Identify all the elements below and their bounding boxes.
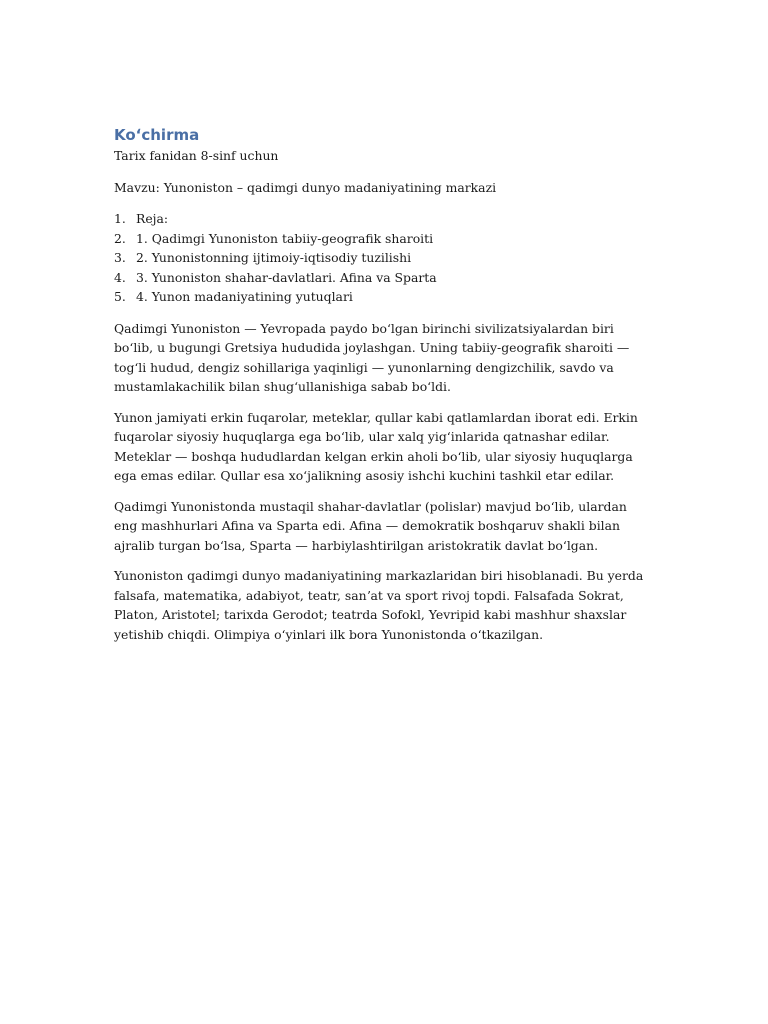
list-item: [114, 248, 654, 268]
list-item: [114, 209, 654, 229]
document-title: Koʻchirma: [114, 126, 200, 144]
list-item-number: 3.: [114, 250, 126, 265]
list-item-number: 2.: [114, 230, 126, 246]
paragraph-culture: Yunoniston qadimgi dunyo madaniyatining markazlaridan biri hisoblanadi. Bu yerda falsafa, matematika, adabiyot, teatr, sanʼat va sport rivoj topdi. Falsafada Sokrat, Platon, Aristotel; tarixda Gerodot; teatrda Sofokl, Yevripid kabi mashhur shaxslar yetishib chiqdi. Olimpiya oʻyinlari ilk bora Yunonistonda oʻtkazilgan.: [114, 568, 644, 642]
list-item-text: 4. Yunon madaniyatining yutuqlari: [136, 289, 353, 304]
document-subtitle: Tarix fanidan 8-sinf uchun: [114, 148, 279, 163]
list-item: [114, 287, 654, 307]
paragraph-society: Yunon jamiyati erkin fuqarolar, meteklar, qullar kabi qatlamlardan iborat edi. Erkin fuqarolar siyosiy huquqlarga ega boʻlib, ular xalq yigʻinlarida qatnashar edilar. Meteklar — boshqa hududlardan kelgan erkin aholi boʻlib, ular siyosiy huquqlarga ega emas edilar. Qullar esa xoʻjalikning asosiy ishchi kuchini tashkil etar edilar.: [114, 409, 638, 483]
paragraph-geography: Qadimgi Yunoniston — Yevropada paydo boʻlgan birinchi sivilizatsiyalardan biri boʻlib, u bugungi Gretsiya hududida joylashgan. Uning tabiiy-geografik sharoiti — togʻli hudud, dengiz sohillariga yaqinligi — yunonlarning dengizchilik, savdo va mustamlakachilik bilan shugʻullanishiga sabab boʻldi.: [114, 320, 630, 394]
list-item: [114, 229, 654, 249]
list-item: [114, 268, 654, 288]
plan-list: [114, 209, 654, 307]
list-item-number: 4.: [114, 269, 126, 285]
list-item-text: Reja:: [136, 211, 169, 226]
document-topic: Mavzu: Yunoniston – qadimgi dunyo madaniyatining markazi: [114, 179, 497, 195]
document-page: [114, 124, 654, 655]
list-item-text: 1. Qadimgi Yunoniston tabiiy-geografik sharoiti: [136, 230, 434, 246]
list-item-number: 5.: [114, 289, 126, 304]
list-item-text: 3. Yunoniston shahar-davlatlari. Afina va Sparta: [136, 269, 437, 285]
paragraph-city-states: Qadimgi Yunonistonda mustaqil shahar-davlatlar (polislar) mavjud boʻlib, ulardan eng mashhurlari Afina va Sparta edi. Afina — demokratik boshqaruv shakli bilan ajralib turgan boʻlsa, Sparta — harbiylashtirilgan aristokratik davlat boʻlgan.: [114, 498, 627, 553]
list-item-text: 2. Yunonistonning ijtimoiy-iqtisodiy tuzilishi: [136, 250, 412, 265]
list-item-number: 1.: [114, 211, 126, 226]
